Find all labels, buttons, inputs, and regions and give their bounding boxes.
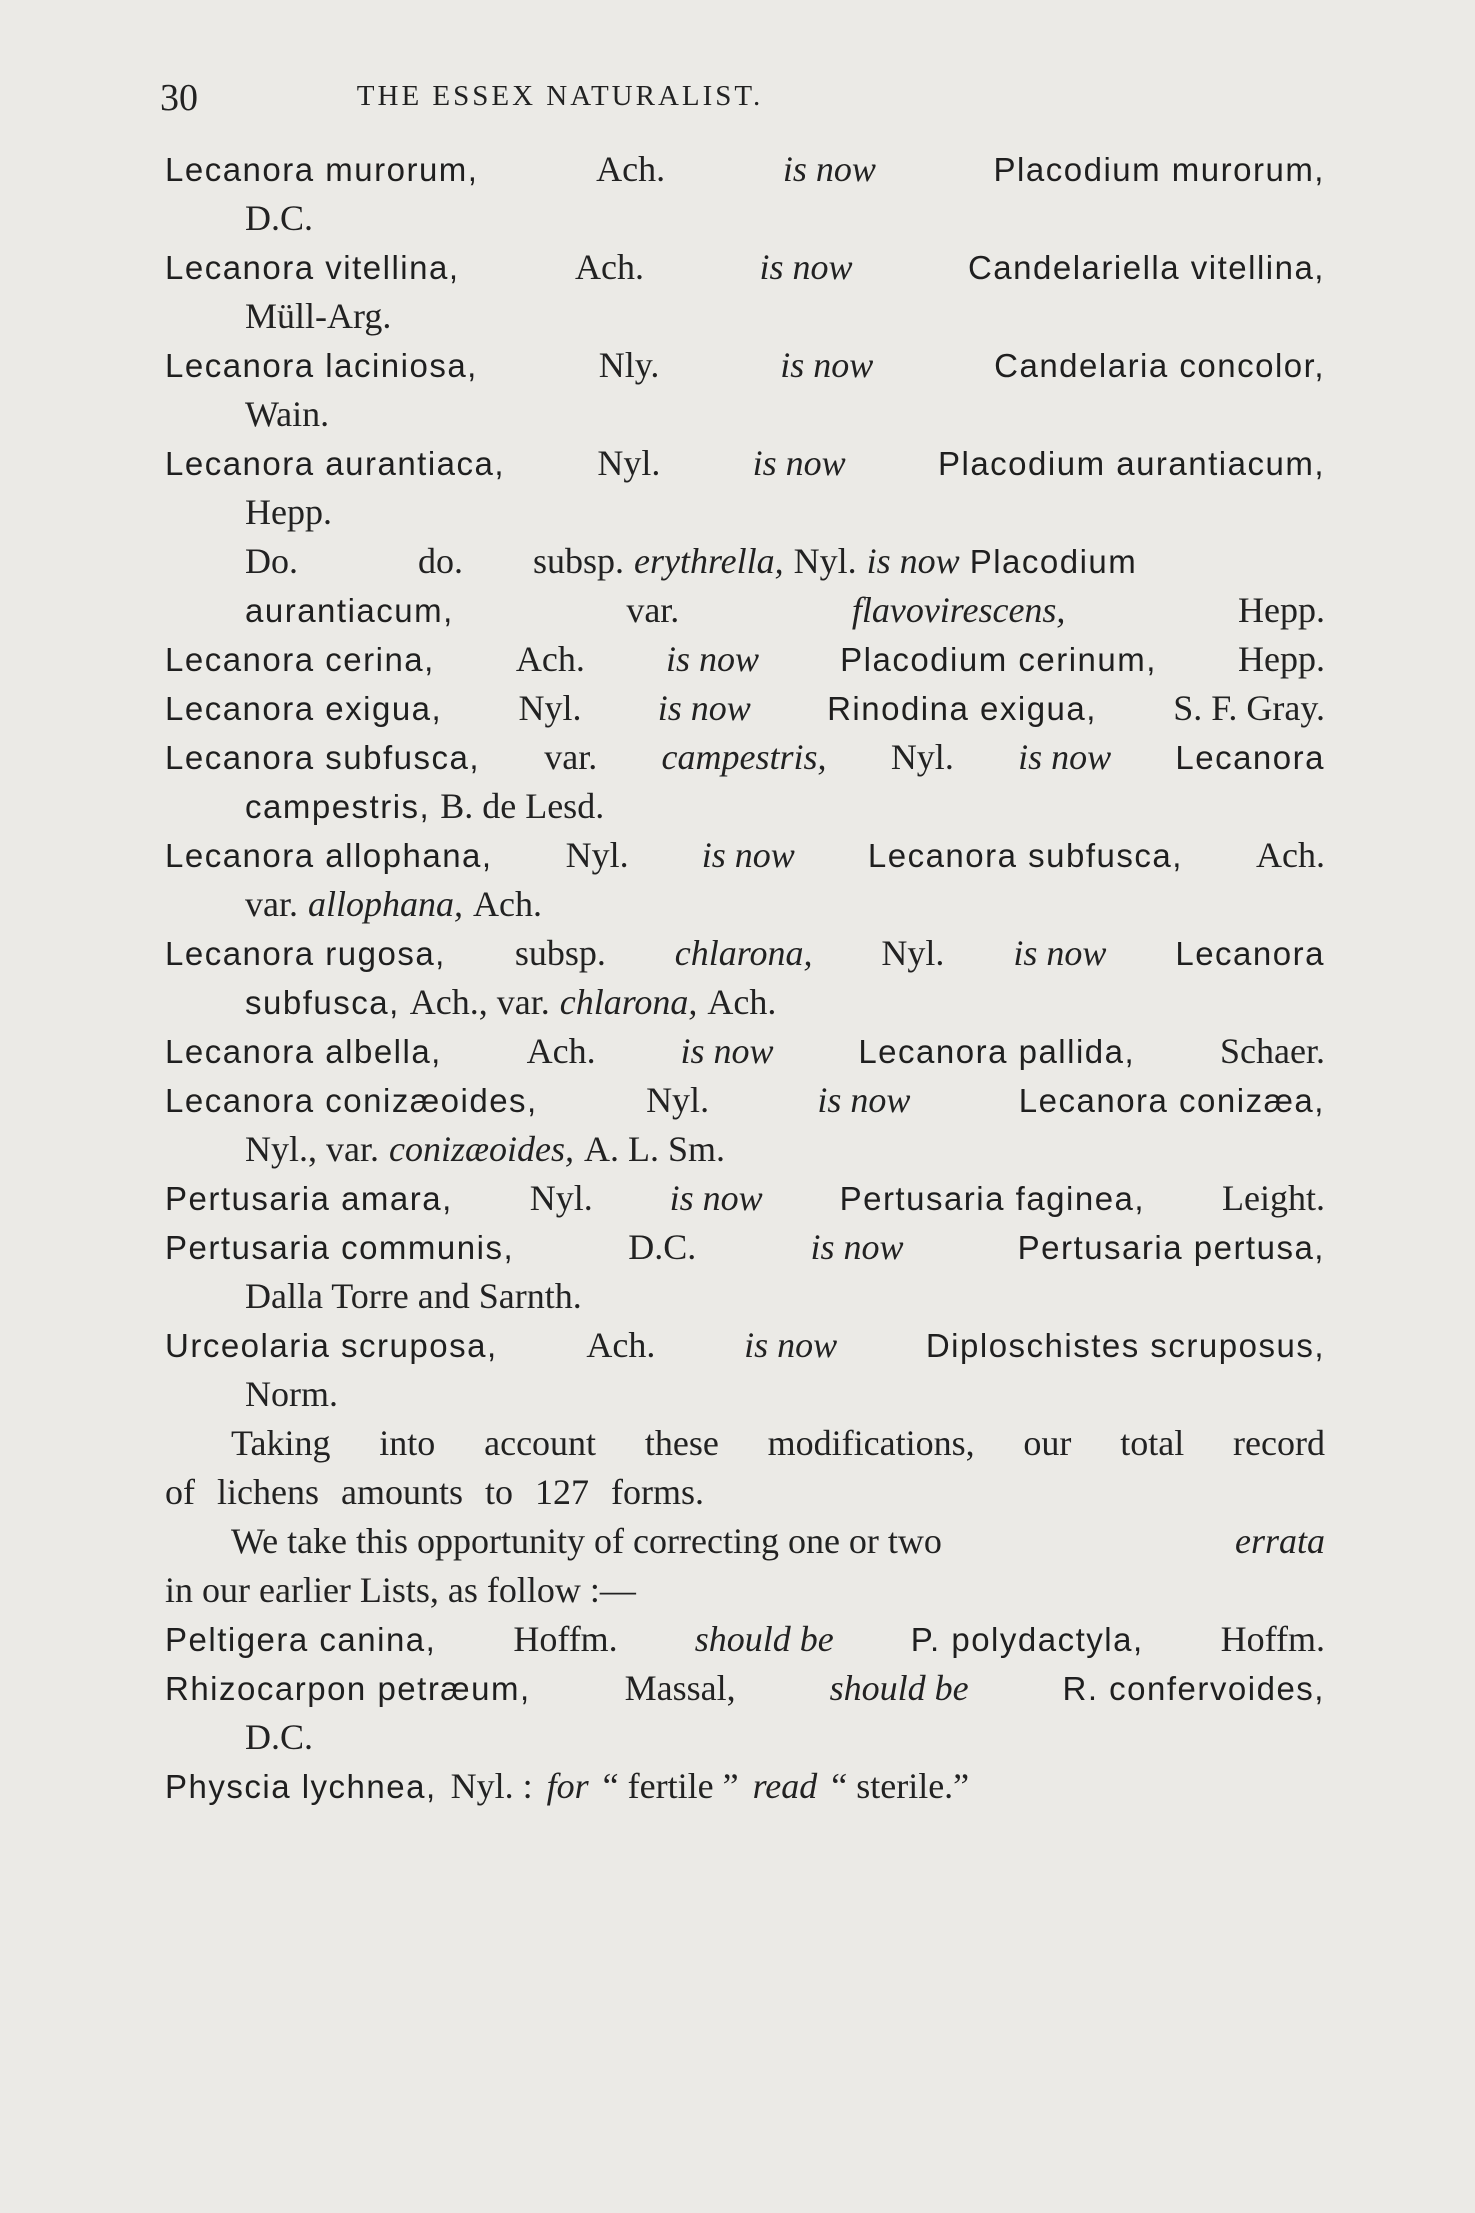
authority-text: Nyl.: [881, 933, 945, 973]
lichen-entry: [165, 929, 1325, 1027]
species-name: Diploschistes scruposus,: [925, 1327, 1325, 1364]
authority-text: Ach.: [707, 982, 777, 1022]
species-name: Lecanora subfusca,: [165, 739, 481, 776]
authority-text: D.C.: [245, 1717, 314, 1757]
lichen-entry: [165, 439, 1325, 537]
lichen-entry: [165, 1174, 1325, 1223]
lichen-entry: [165, 243, 1325, 341]
authority-text: Nyl.: [529, 1178, 593, 1218]
word: our: [1023, 1423, 1072, 1463]
entry-line: [165, 1027, 1325, 1076]
authority-text: Hepp.: [1237, 590, 1325, 630]
word: Taking: [231, 1423, 331, 1463]
ditto-line: [165, 537, 1325, 586]
authority-text: Nly.: [598, 345, 660, 385]
authority-text: var.: [245, 884, 298, 924]
species-name: Lecanora conizæa,: [1018, 1082, 1325, 1119]
species-name: Placodium aurantiacum,: [937, 445, 1325, 482]
species-name: Placodium cerinum,: [840, 641, 1157, 678]
word: total: [1120, 1423, 1185, 1463]
page-number: 30: [160, 77, 198, 119]
species-name: Lecanora conizæoides,: [165, 1082, 538, 1119]
species-name: Pertusaria communis,: [165, 1229, 515, 1266]
entry-line: [165, 194, 1325, 243]
italic-phrase: campestris,: [661, 737, 827, 777]
species-name: Lecanora exigua,: [165, 690, 443, 727]
species-name: Lecanora cerina,: [165, 641, 435, 678]
authority-text: S. F. Gray.: [1173, 688, 1325, 728]
word: amounts: [340, 1472, 463, 1512]
species-name: campestris,: [245, 788, 431, 825]
errata-entry: [165, 1762, 1325, 1811]
errata-line: [165, 1713, 1325, 1762]
authority-text: “ fertile ”: [602, 1766, 739, 1806]
word: these: [644, 1423, 719, 1463]
species-name: Lecanora aurantiaca,: [165, 445, 506, 482]
entry-line: [165, 292, 1325, 341]
entry-line: [165, 1272, 1325, 1321]
species-name: Pertusaria pertusa,: [1017, 1229, 1325, 1266]
authority-text: Norm.: [245, 1374, 338, 1414]
species-name: Placodium murorum,: [993, 151, 1325, 188]
authority-text: D.C.: [245, 198, 314, 238]
entry-line: [165, 390, 1325, 439]
authority-text: We take this opportunity of correcting one or two: [231, 1521, 942, 1561]
word: of: [165, 1472, 195, 1512]
italic-phrase: conizæoides,: [388, 1129, 574, 1169]
authority-text: B. de Lesd.: [440, 786, 605, 826]
lichen-entry: [165, 635, 1325, 684]
species-name: Candelariella vitellina,: [967, 249, 1325, 286]
entry-line: [165, 733, 1325, 782]
entry-line: [165, 1125, 1325, 1174]
authority-text: Nyl.: [597, 443, 661, 483]
italic-phrase: errata: [1235, 1521, 1325, 1561]
authority-text: Dalla Torre and Sarnth.: [245, 1276, 582, 1316]
errata-entry: [165, 1615, 1325, 1664]
authority-text: Ach.: [1255, 835, 1325, 875]
lichen-entry: [165, 145, 1325, 243]
authority-text: D.C.: [628, 1227, 697, 1267]
lichen-entry: [165, 1223, 1325, 1321]
authority-text: subsp.: [514, 933, 606, 973]
italic-phrase: is now: [759, 247, 853, 287]
paragraph-line: [165, 1419, 1325, 1468]
authority-text: Ach.: [515, 639, 585, 679]
italic-phrase: erythrella,: [634, 541, 784, 581]
species-name: Lecanora: [1175, 739, 1325, 776]
authority-text: subsp.: [533, 541, 625, 581]
authority-text: Wain.: [245, 394, 330, 434]
species-name: Lecanora rugosa,: [165, 935, 446, 972]
paragraph-line: [165, 1566, 1325, 1615]
entry-line: [165, 439, 1325, 488]
italic-phrase: flavovirescens,: [851, 590, 1066, 630]
entry-line: [165, 488, 1325, 537]
species-name: Rinodina exigua,: [827, 690, 1097, 727]
authority-text: Müll-Arg.: [245, 296, 392, 336]
italic-phrase: chlarona,: [559, 982, 698, 1022]
entry-line: [165, 1321, 1325, 1370]
paragraph-line: [165, 1517, 1325, 1566]
species-name: P. polydactyla,: [910, 1621, 1144, 1658]
entry-line: [165, 1370, 1325, 1419]
species-name: Candelaria concolor,: [994, 347, 1325, 384]
page-header: [0, 76, 1475, 120]
italic-phrase: is now: [810, 1227, 904, 1267]
italic-phrase: for: [546, 1766, 589, 1806]
italic-phrase: is now: [782, 149, 876, 189]
authority-text: Hepp.: [1238, 639, 1325, 679]
authority-text: Hoffm.: [1220, 1619, 1325, 1659]
authority-text: Schaer.: [1219, 1031, 1325, 1071]
authority-text: “ sterile.”: [831, 1766, 970, 1806]
authority-text: Nyl.: [565, 835, 629, 875]
entry-line: [165, 341, 1325, 390]
lichen-entry: [165, 831, 1325, 929]
species-name: Pertusaria amara,: [165, 1180, 453, 1217]
species-name: Lecanora allophana,: [165, 837, 493, 874]
authority-text: Ach.: [473, 884, 542, 924]
italic-phrase: is now: [1013, 933, 1107, 973]
authority-text: var.: [626, 590, 680, 630]
italic-phrase: is now: [657, 688, 751, 728]
word: to: [484, 1472, 513, 1512]
species-name: Lecanora vitellina,: [165, 249, 460, 286]
authority-text: Ach.: [586, 1325, 656, 1365]
word: modifications,: [767, 1423, 975, 1463]
authority-text: Nyl.: [646, 1080, 710, 1120]
lichen-entry: [165, 733, 1325, 831]
italic-phrase: read: [752, 1766, 818, 1806]
italic-phrase: should be: [694, 1619, 834, 1659]
authority-text: Nyl.: [518, 688, 582, 728]
entry-line: [165, 782, 1325, 831]
authority-text: Hoffm.: [513, 1619, 618, 1659]
entry-line: [165, 929, 1325, 978]
italic-phrase: is now: [1018, 737, 1112, 777]
italic-phrase: is now: [780, 345, 874, 385]
running-title: THE ESSEX NATURALIST.: [356, 80, 764, 112]
species-name: Rhizocarpon petræum,: [165, 1670, 531, 1707]
species-name: Pertusaria faginea,: [839, 1180, 1146, 1217]
word: lichens: [217, 1472, 319, 1512]
italic-phrase: is now: [669, 1178, 763, 1218]
entry-line: [165, 978, 1325, 1027]
page-body: [165, 145, 1325, 1811]
errata-line: [165, 1615, 1325, 1664]
lichen-entry: [165, 1027, 1325, 1076]
species-name: R. confervoides,: [1062, 1670, 1325, 1707]
authority-text: do.: [418, 541, 463, 581]
authority-text: Ach.: [596, 149, 666, 189]
italic-phrase: is now: [817, 1080, 911, 1120]
word: into: [379, 1423, 436, 1463]
italic-phrase: should be: [829, 1668, 969, 1708]
species-name: subfusca,: [245, 984, 400, 1021]
species-name: Physcia lychnea,: [165, 1768, 437, 1805]
authority-text: Ach.: [574, 247, 644, 287]
entry-line: [165, 635, 1325, 684]
entry-line: [165, 831, 1325, 880]
entry-line: [165, 1174, 1325, 1223]
entry-line: [165, 880, 1325, 929]
lichen-entry: [165, 341, 1325, 439]
species-name: Urceolaria scruposa,: [165, 1327, 498, 1364]
paragraph-line: [165, 1468, 1325, 1517]
italic-phrase: is now: [744, 1325, 838, 1365]
authority-text: Do.: [245, 541, 298, 581]
species-name: Lecanora albella,: [165, 1033, 442, 1070]
word: forms.: [611, 1472, 704, 1512]
entry-line: [165, 243, 1325, 292]
lichen-entry: [165, 1321, 1325, 1419]
errata-entry: [165, 1664, 1325, 1762]
authority-text: Leight.: [1222, 1178, 1325, 1218]
species-name: Lecanora subfusca,: [867, 837, 1183, 874]
word: account: [484, 1423, 597, 1463]
word: 127: [535, 1472, 589, 1512]
word: record: [1233, 1423, 1325, 1463]
italic-phrase: allophana,: [307, 884, 463, 924]
authority-text: var.: [544, 737, 598, 777]
errata-line: [165, 1762, 1325, 1811]
authority-text: Nyl.: [890, 737, 954, 777]
authority-text: A. L. Sm.: [583, 1129, 725, 1169]
italic-phrase: chlarona,: [674, 933, 813, 973]
species-name: Placodium: [969, 543, 1138, 580]
species-name: Lecanora pallida,: [858, 1033, 1136, 1070]
authority-text: Ach., var.: [409, 982, 550, 1022]
authority-text: Nyl., var.: [245, 1129, 379, 1169]
italic-phrase: is now: [701, 835, 795, 875]
entry-line: [165, 586, 1325, 635]
lichen-entry: [165, 1076, 1325, 1174]
entry-line: [165, 1076, 1325, 1125]
authority-text: Ach.: [526, 1031, 596, 1071]
lichen-entry: [165, 537, 1325, 635]
authority-text: Nyl. :: [450, 1766, 533, 1806]
species-name: aurantiacum,: [245, 592, 454, 629]
authority-text: Hepp.: [245, 492, 332, 532]
italic-phrase: is now: [866, 541, 960, 581]
authority-text: Massal,: [624, 1668, 736, 1708]
italic-phrase: is now: [752, 443, 846, 483]
authority-text: in our earlier Lists, as follow :—: [165, 1570, 636, 1610]
italic-phrase: is now: [666, 639, 760, 679]
italic-phrase: is now: [680, 1031, 774, 1071]
entry-line: [165, 145, 1325, 194]
species-name: Peltigera canina,: [165, 1621, 437, 1658]
lichen-entry: [165, 684, 1325, 733]
species-name: Lecanora murorum,: [165, 151, 479, 188]
species-name: Lecanora laciniosa,: [165, 347, 478, 384]
entry-line: [165, 684, 1325, 733]
authority-text: Nyl.: [793, 541, 857, 581]
errata-line: [165, 1664, 1325, 1713]
species-name: Lecanora: [1175, 935, 1325, 972]
entry-line: [165, 1223, 1325, 1272]
